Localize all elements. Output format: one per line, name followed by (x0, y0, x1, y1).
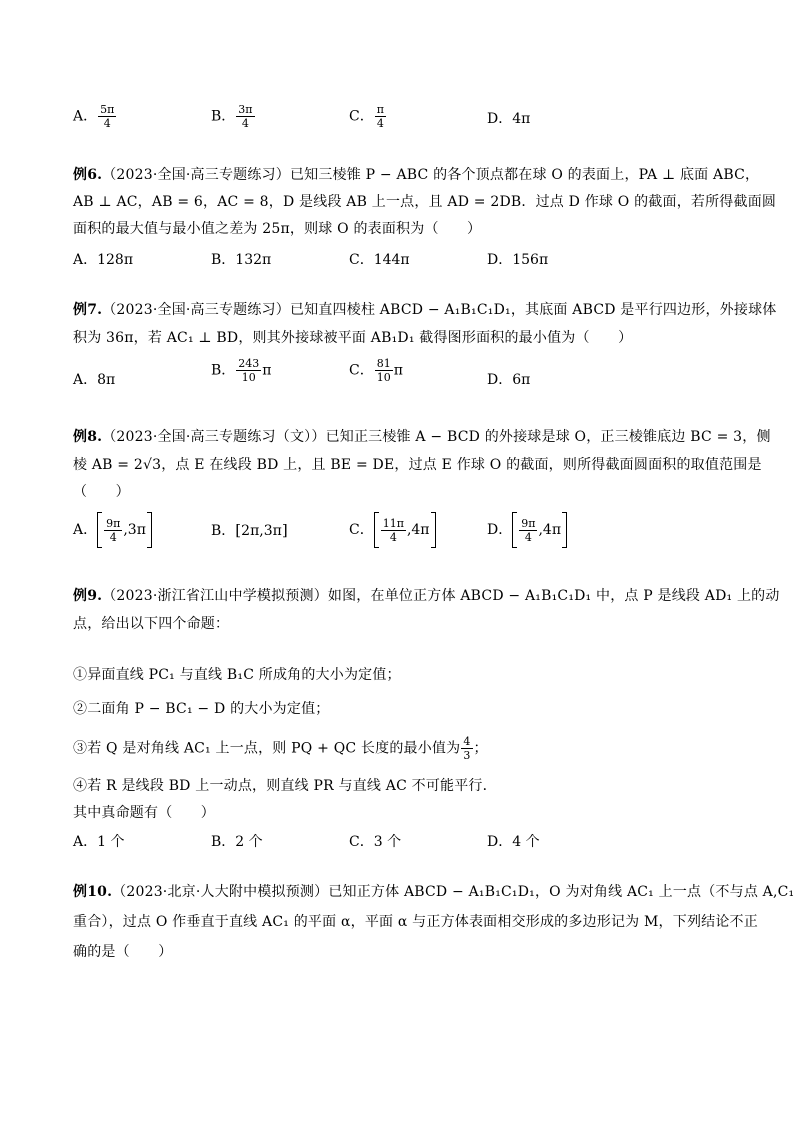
ex7-option-d[interactable]: D．6π (487, 372, 531, 388)
example-7-line-2: 积为 36π，若 AC₁ ⊥ BD，则其外接球被平面 AB₁D₁ 截得图形面积的最小值为（ ） (73, 330, 633, 346)
example-source: （2023·北京·人大附中模拟预测） (112, 884, 329, 900)
ex8-option-c[interactable]: C． $\frac{11\pi}{4}$ ,4π (349, 512, 436, 548)
fraction: $\frac{81}{10}$ (376, 357, 391, 384)
example-source: （2023·全国·高三专题练习） (102, 167, 290, 183)
example-source: （2023·全国·高三专题练习） (102, 302, 290, 318)
ex6-option-c[interactable]: C．144π (349, 252, 410, 268)
ex8-option-a[interactable]: A． $\frac{9\pi}{4}$ ,3π (73, 512, 152, 548)
example-9-line-2: 点，给出以下四个命题： (73, 616, 230, 632)
example-source: （2023·全国·高三专题练习（文）） (102, 429, 326, 445)
proposition-1: ①异面直线 PC₁ 与直线 B₁C 所成角的大小为定值； (73, 667, 401, 683)
example-9-line-1: 例9.（2023·浙江省江山中学模拟预测）如图，在单位正方体 ABCD − A₁B₁C₁D₁ 中，点 P 是线段 AD₁ 上的动 (73, 588, 780, 604)
ex7-option-c[interactable]: C． $\frac{81}{10}$ π (349, 357, 403, 384)
fraction: $\frac{\pi}{4}$ (376, 103, 384, 130)
example-tag: 例7. (73, 302, 103, 318)
proposition-4: ④若 R 是线段 BD 上一动点，则直线 PR 与直线 AC 不可能平行． (73, 778, 497, 794)
ex9-option-a[interactable]: A．1 个 (73, 834, 125, 850)
example-source: （2023·浙江省江山中学模拟预测） (102, 588, 328, 604)
example-tag: 例6. (73, 167, 103, 183)
proposition-3: ③若 Q 是对角线 AC₁ 上一点，则 PQ + QC 长度的最小值为 $\frac{4}{3}$ ； (73, 735, 488, 762)
example-8-line-2: 棱 AB = 2√3，点 E 在线段 BD 上，且 BE = DE，过点 E 作球 O 的截面，则所得截面圆面积的取值范围是 (73, 457, 762, 473)
ex6-option-a[interactable]: A．128π (73, 252, 134, 268)
fraction: $\frac{4}{3}$ (463, 735, 471, 762)
ex9-option-b[interactable]: B．2 个 (211, 834, 263, 850)
q5-option-d[interactable]: D．4π (487, 111, 531, 127)
example-6-line-2: AB ⊥ AC，AB = 6，AC = 8，D 是线段 AB 上一点，且 AD = 2DB．过点 D 作球 O 的截面，若所得截面圆 (73, 194, 777, 210)
example-6-line-1: 例6.（2023·全国·高三专题练习）已知三棱锥 P − ABC 的各个顶点都在球 O 的表面上，PA ⊥ 底面 ABC， (73, 167, 760, 183)
fraction: $\frac{5\pi}{4}$ (100, 103, 115, 130)
fraction: $\frac{11\pi}{4}$ (382, 516, 404, 544)
example-8-line-1: 例8.（2023·全国·高三专题练习（文））已知正三棱锥 A − BCD 的外接球是球 O，正三棱锥底边 BC = 3，侧 (73, 429, 771, 445)
example-10-line-2: 重合），过点 O 作垂直于直线 AC₁ 的平面 α，平面 α 与正方体表面相交形成的多边形记为 M，下列结论不正 (73, 914, 758, 930)
example-8-line-3: （ ） (73, 484, 130, 500)
example-10-line-3: 确的是（ ） (73, 944, 173, 960)
example-7-line-1: 例7.（2023·全国·高三专题练习）已知直四棱柱 ABCD − A₁B₁C₁D₁，其底面 ABCD 是平行四边形，外接球体 (73, 302, 777, 318)
example-tag: 例9. (73, 588, 103, 604)
ex7-option-b[interactable]: B． $\frac{243}{10}$ π (211, 357, 272, 384)
q5-option-c[interactable]: C． $\frac{\pi}{4}$ (349, 103, 384, 130)
example-9-question: 其中真命题有（ ） (73, 805, 215, 821)
ex9-option-d[interactable]: D．4 个 (487, 834, 540, 850)
q5-option-b[interactable]: B． $\frac{3\pi}{4}$ (211, 103, 253, 130)
fraction: $\frac{9\pi}{4}$ (106, 516, 121, 544)
fraction: $\frac{3\pi}{4}$ (238, 103, 253, 130)
proposition-2: ②二面角 P − BC₁ − D 的大小为定值； (73, 701, 330, 717)
ex6-option-d[interactable]: D．156π (487, 252, 549, 268)
example-6-line-3: 面积的最大值与最小值之差为 25π，则球 O 的表面积为（ ） (73, 221, 482, 237)
example-tag: 例10. (73, 884, 113, 900)
fraction: $\frac{9\pi}{4}$ (521, 516, 536, 544)
example-tag: 例8. (73, 429, 103, 445)
example-10-line-1: 例10.（2023·北京·人大附中模拟预测）已知正方体 ABCD − A₁B₁C₁D₁，O 为对角线 AC₁ 上一点（不与点 A,C₁ (73, 884, 794, 900)
fraction: $\frac{243}{10}$ (238, 357, 260, 384)
ex7-option-a[interactable]: A．8π (73, 372, 116, 388)
ex9-option-c[interactable]: C．3 个 (349, 834, 402, 850)
q5-option-a[interactable]: A． $\frac{5\pi}{4}$ (73, 103, 115, 130)
ex6-option-b[interactable]: B．132π (211, 252, 272, 268)
ex8-option-b[interactable]: B．[2π,3π] (211, 521, 288, 539)
ex8-option-d[interactable]: D． $\frac{9\pi}{4}$ ,4π (487, 512, 567, 548)
